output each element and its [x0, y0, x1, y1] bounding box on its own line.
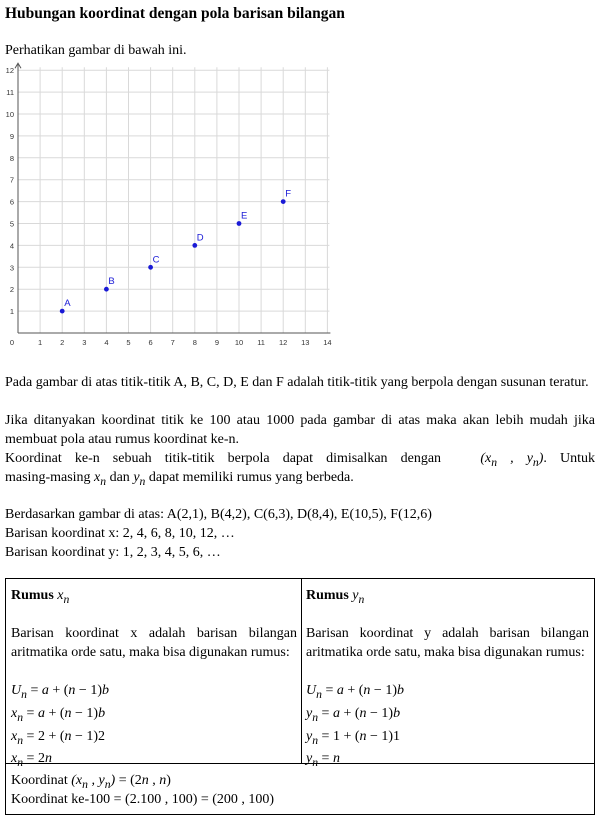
point-label-f: F [285, 188, 292, 200]
right-description: Barisan koordinat y adalah barisan bilangan aritmatika orde satu, maka bisa digunakan rumus: [306, 626, 589, 660]
point-f [281, 199, 286, 204]
left-formulas: $U_n = a + (n - 1)b$ $x_n = a + (n - 1)b$ $x_n = 2 + (n - 1)2$ $x_n = 2n$ [11, 683, 109, 770]
point-label-c: C [152, 254, 160, 266]
paragraph-3-text: Koordinat ke-n sebuah titik-titik berpola dapat dimisalkan dengan [5, 451, 442, 466]
left-description: Barisan koordinat x adalah barisan bilangan aritmatika orde satu, maka bisa digunakan rumus: [11, 626, 297, 660]
footer-line-2: Koordinat ke-100 = (2.100 , 100) = (200 , 100) [11, 792, 275, 807]
paragraph-3: Koordinat ke-n sebuah titik-titik berpola dapat dimisalkan dengan ($x_n$ , $y_n$). Untuk [5, 451, 596, 469]
x-tick-label: 5 [126, 338, 131, 347]
sequence-y: Barisan koordinat y: 1, 2, 3, 4, 5, 6, … [5, 545, 221, 560]
paragraph-3-end: . Untuk [543, 451, 596, 466]
point-label-a: A [64, 298, 71, 310]
point-e [237, 221, 242, 226]
y-tick-label: 5 [9, 219, 14, 229]
page-title: Hubungan koordinat dengan pola barisan bilangan [5, 5, 345, 22]
footer-line-1: Koordinat ($x_n$ , $y_n) = (2n$ , n) [11, 773, 171, 791]
x-tick-label: 1 [38, 338, 43, 347]
x-tick-label: 4 [104, 338, 109, 347]
x-tick-label: 0 [9, 338, 15, 347]
left-header: Rumus $x_n$ [11, 588, 70, 606]
y-tick-label: 2 [9, 285, 14, 295]
right-header: Rumus $y_n$ [306, 588, 365, 606]
chart-ticks [6, 66, 332, 347]
x-tick-label: 10 [234, 338, 244, 347]
point-d [192, 243, 197, 248]
point-b [104, 287, 109, 292]
y-tick-label: 4 [9, 241, 14, 251]
paragraph-1: Pada gambar di atas titik-titik A, B, C, D, E dan F adalah titik-titik yang berpola dengan susunan teratur. [5, 375, 589, 390]
x-tick-label: 12 [279, 338, 288, 347]
point-c [148, 265, 153, 270]
x-tick-label: 9 [214, 338, 219, 347]
y-tick-label: 12 [5, 66, 14, 76]
point-list: Berdasarkan gambar di atas: A(2,1), B(4,2), C(6,3), D(8,4), E(10,5), F(12,6) [5, 507, 432, 522]
x-tick-label: 13 [301, 338, 310, 347]
y-tick-label: 11 [6, 88, 14, 98]
y-tick-label: 6 [9, 197, 14, 207]
right-formulas: $U_n = a + (n - 1)b$ $y_n = a + (n - 1)b$ $y_n = 1 + (n - 1)1$ $y_n = n$ [306, 683, 404, 770]
y-tick-label: 7 [9, 175, 14, 185]
y-tick-label: 9 [9, 131, 14, 141]
x-tick-label: 7 [170, 338, 175, 347]
x-tick-label: 14 [323, 338, 332, 347]
x-tick-label: 3 [82, 338, 87, 347]
sequence-x: Barisan koordinat x: 2, 4, 6, 8, 10, 12, … [5, 526, 235, 541]
x-tick-label: 2 [60, 338, 65, 347]
y-tick-label: 3 [9, 263, 14, 273]
point-label-e: E [241, 210, 248, 222]
point-a [60, 309, 65, 314]
intro-text: Perhatikan gambar di bawah ini. [5, 43, 187, 58]
x-tick-label: 11 [257, 338, 265, 347]
chart-points [60, 189, 291, 314]
y-tick-label: 10 [5, 110, 14, 119]
x-tick-label: 8 [192, 338, 197, 347]
paragraph-2: Jika ditanyakan koordinat titik ke 100 atau 1000 pada gambar di atas maka akan lebih mudah jika membuat pola atau rumus koordinat ke-n. [5, 413, 595, 447]
paragraph-4: masing-masing $x_n$ dan $y_n$ dapat memiliki rumus yang berbeda. [5, 470, 354, 488]
formula-table [5, 578, 595, 815]
y-tick-label: 1 [9, 307, 14, 317]
y-tick-label: 8 [9, 153, 14, 163]
point-label-b: B [108, 276, 115, 288]
x-tick-label: 6 [148, 338, 153, 347]
point-label-d: D [196, 232, 204, 244]
coordinate-chart [0, 60, 345, 350]
